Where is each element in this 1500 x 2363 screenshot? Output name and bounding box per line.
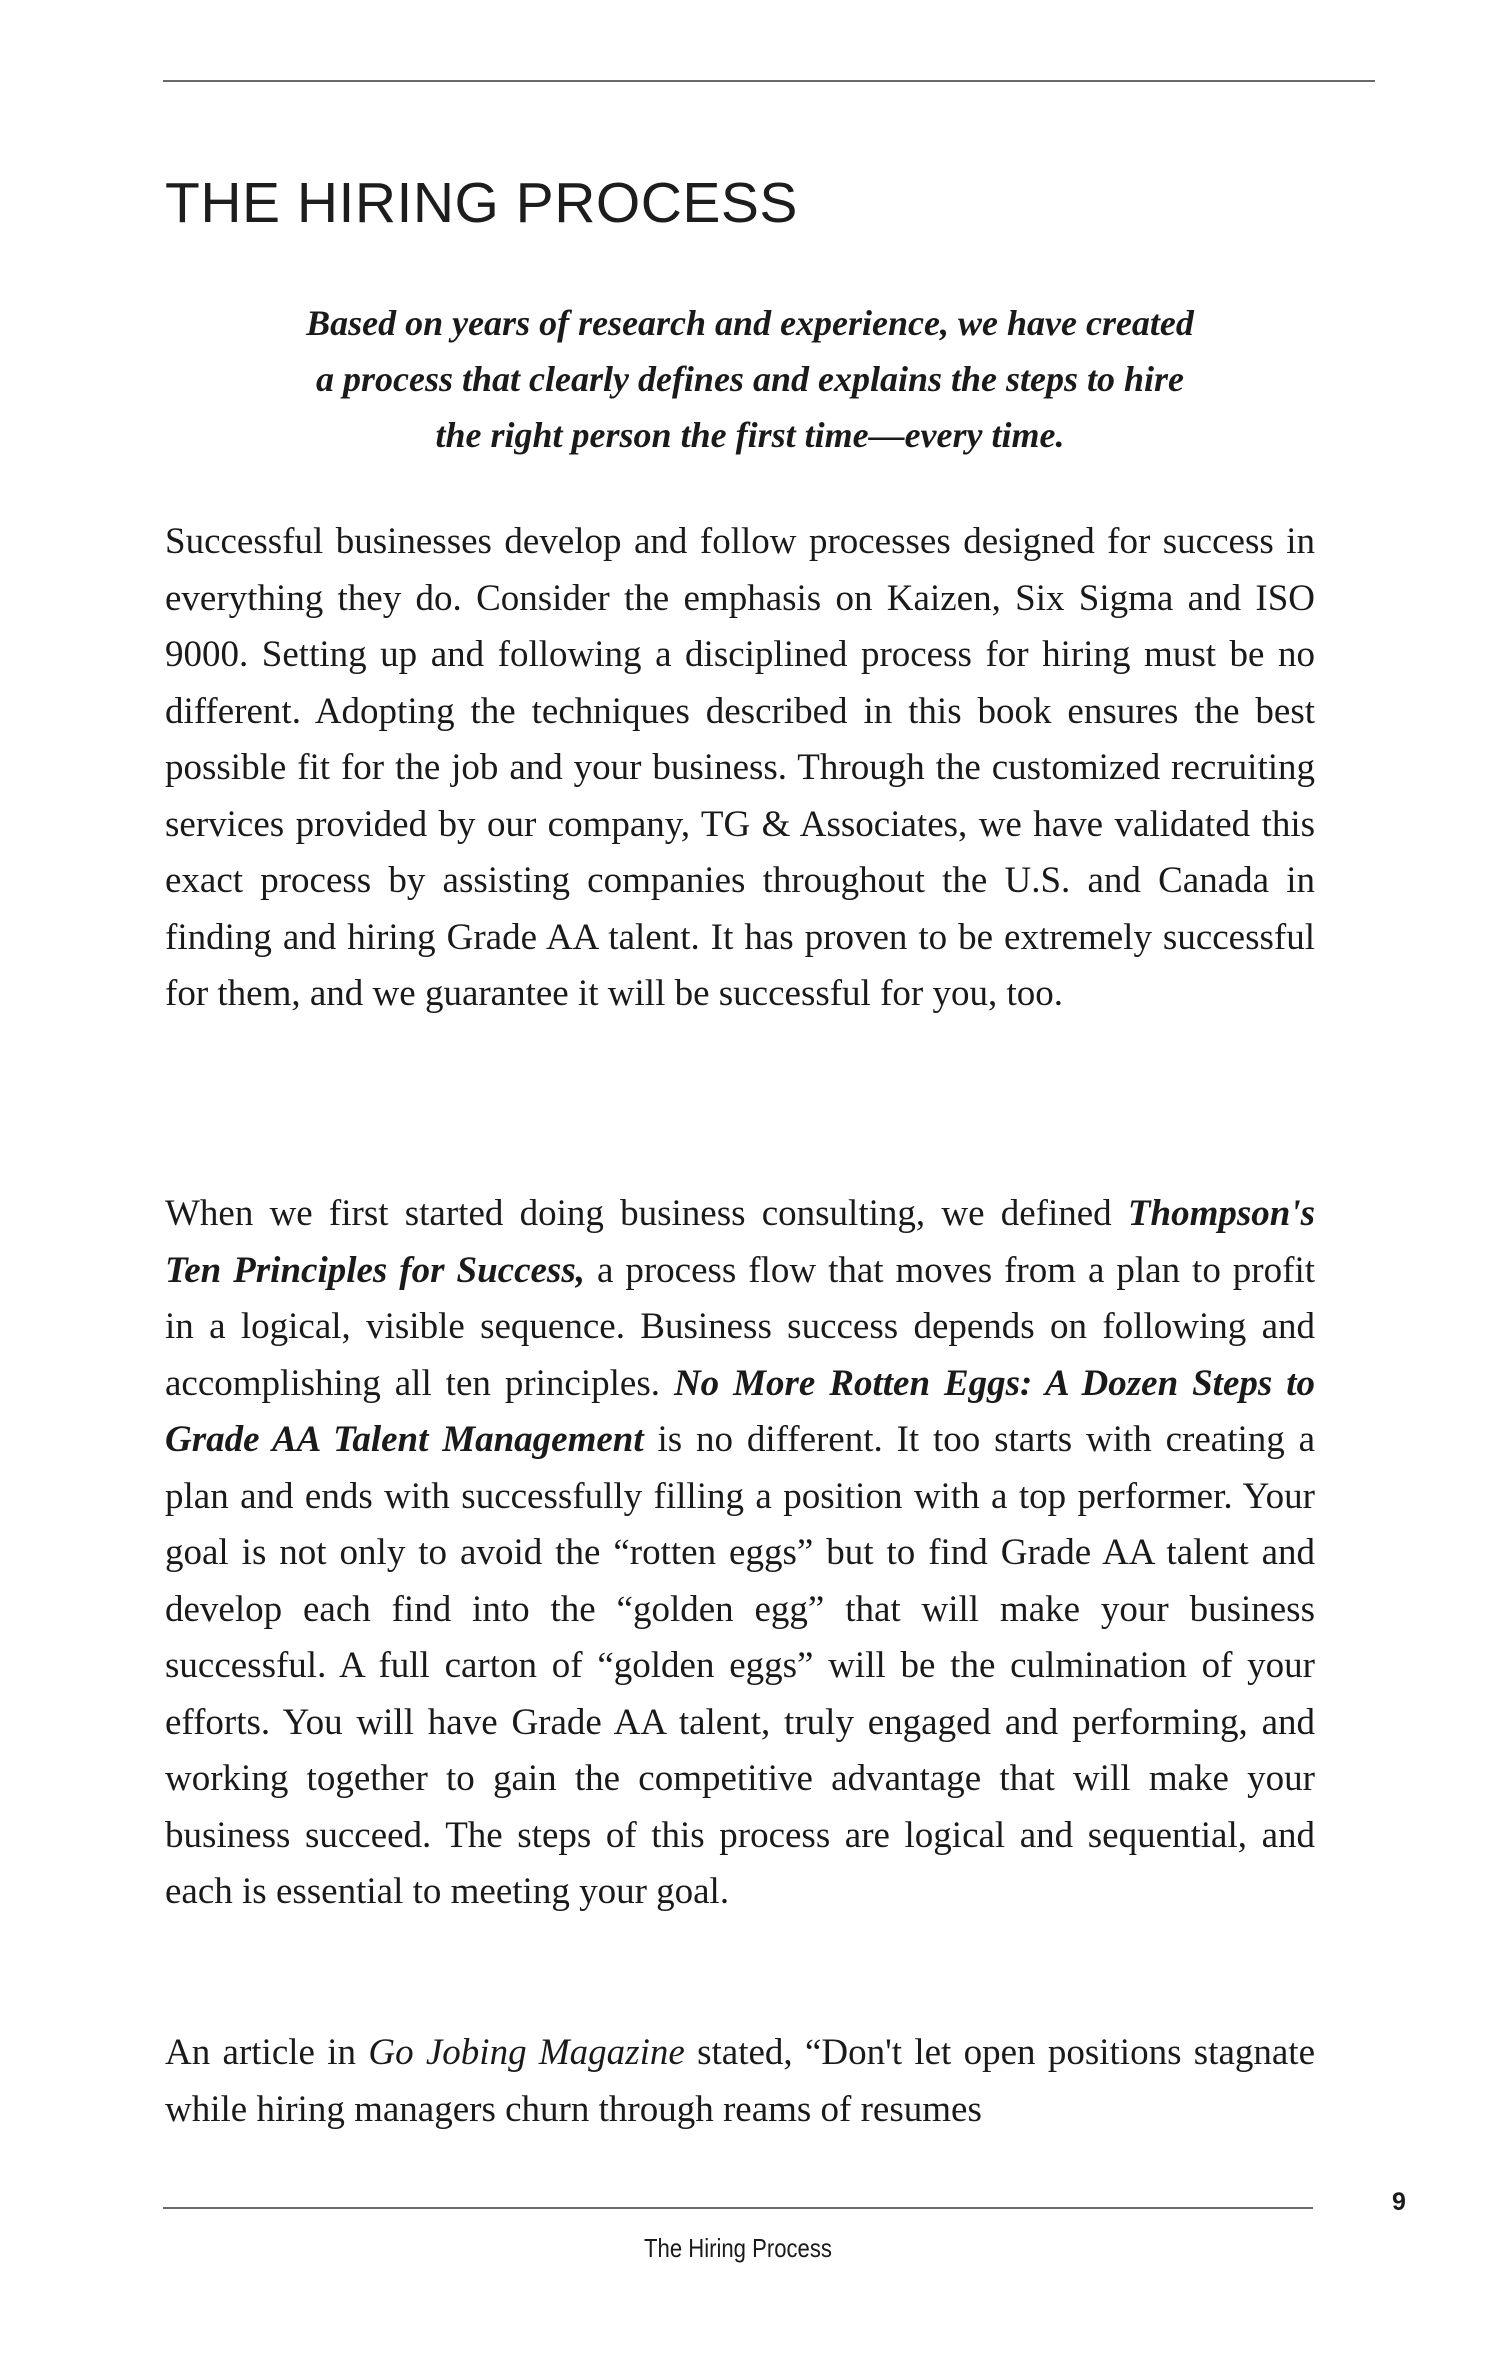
paragraph-2: [165, 1186, 1315, 1921]
book-title-rotten-eggs: No More Rotten Eggs: A Dozen Steps to Grade AA Talent Management: [165, 1362, 1316, 1460]
paragraph-2-text: is no different. It too starts with creating a plan and ends with successfully filling a position with a top performer. Your goal is not only to avoid the “rotten eggs” but to find Grade AA talent and develop each find into the “golden egg” that will make your business successful. A full carton of “golden eggs” will be the culmination of your efforts. You will have Grade AA talent, truly engaged and performing, and working together to gain the competitive advantage that will make your business succeed. The steps of this process are logical and sequential, and each is essential to meeting your goal.: [165, 1419, 1316, 1912]
paragraph-2-text: When we first started doing business consulting, we defined: [165, 1193, 1112, 1234]
paragraph-2-text: a process flow that moves from a plan to profit in a logical, visible sequence. Business success depends on following and accomplishing all ten principles.: [165, 1249, 1316, 1404]
intro-quote: [200, 295, 1300, 463]
magazine-title: Go Jobing Magazine: [368, 2032, 685, 2073]
page-title: THE HIRING PROCESS: [165, 171, 798, 235]
intro-line: a process that clearly defines and explains the steps to hire: [316, 359, 1184, 399]
intro-line: the right person the first time—every time.: [435, 415, 1065, 455]
book-title-principles: Thompson's Ten Principles for Success,: [165, 1193, 1316, 1291]
running-footer: The Hiring Process: [644, 2233, 832, 2263]
paragraph-3-text: stated, “Don't let open positions stagnate while hiring managers churn through reams of resumes: [165, 2032, 1316, 2130]
bottom-rule: [163, 2207, 1313, 2209]
paragraph-3-text: An article in: [165, 2032, 357, 2073]
top-rule: [163, 80, 1375, 82]
paragraph-3: [165, 2025, 1315, 2138]
paragraph-1: Successful businesses develop and follow processes designed for success in everything they do. Consider the emphasis on Kaizen, Six Sigma and ISO 9000. Setting up and following a disciplined process for hiring must be no different. Adopting the techniques described in this book ensures the best possible fit for the job and your business. Through the customized recruiting services provided by our company, TG & Associates, we have validated this exact process by assisting companies throughout the U.S. and Canada in finding and hiring Grade AA talent. It has proven to be extremely successful for them, and we guarantee it will be successful for you, too.: [165, 521, 1315, 1014]
intro-line: Based on years of research and experience, we have created: [306, 303, 1194, 343]
page-number: 9: [1392, 2188, 1406, 2216]
